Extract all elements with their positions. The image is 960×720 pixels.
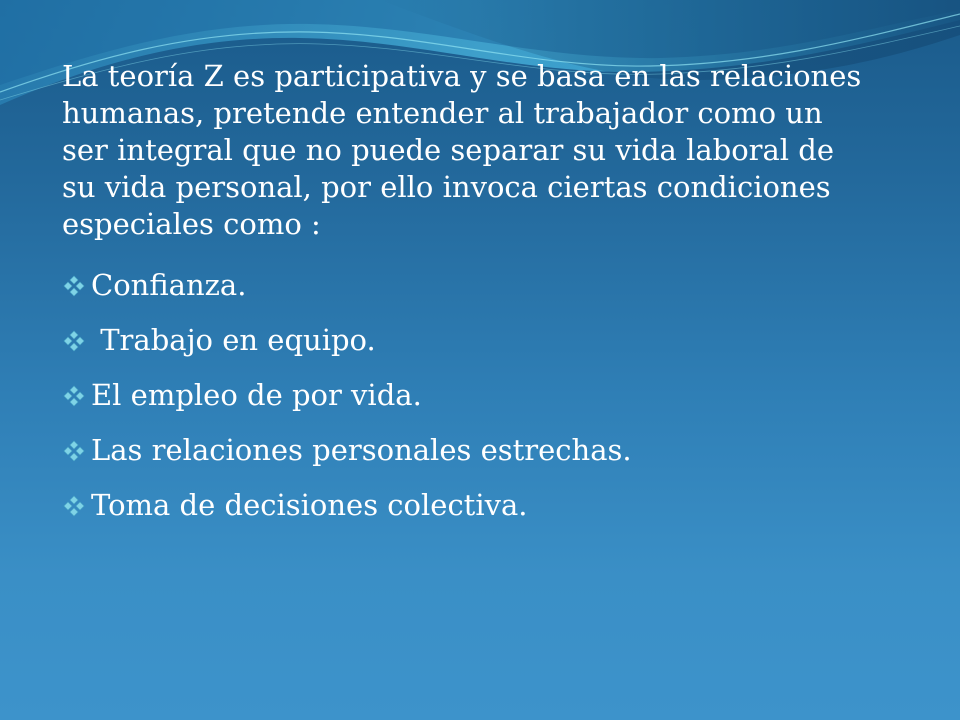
list-item-text: Confianza.	[91, 267, 247, 302]
four-diamond-icon	[62, 439, 86, 463]
list-item-text: Trabajo en equipo.	[91, 322, 376, 357]
bullet-list	[62, 257, 862, 532]
list-item	[62, 477, 862, 532]
four-diamond-icon	[62, 494, 86, 518]
slide-content	[62, 58, 862, 532]
list-item-text: Toma de decisiones colectiva.	[91, 487, 528, 522]
list-item	[62, 312, 862, 367]
four-diamond-icon	[62, 274, 86, 298]
list-item-text: Las relaciones personales estrechas.	[91, 432, 632, 467]
intro-paragraph: La teoría Z es participativa y se basa en las relaciones humanas, pretende entender al trabajador como un ser integral que no puede separar su vida laboral de su vida personal, por ello invoca ciertas condiciones especiales como :	[62, 59, 862, 241]
list-item	[62, 257, 862, 312]
list-item	[62, 367, 862, 422]
four-diamond-icon	[62, 384, 86, 408]
list-item	[62, 422, 862, 477]
four-diamond-icon	[62, 329, 86, 353]
list-item-text: El empleo de por vida.	[91, 377, 422, 412]
